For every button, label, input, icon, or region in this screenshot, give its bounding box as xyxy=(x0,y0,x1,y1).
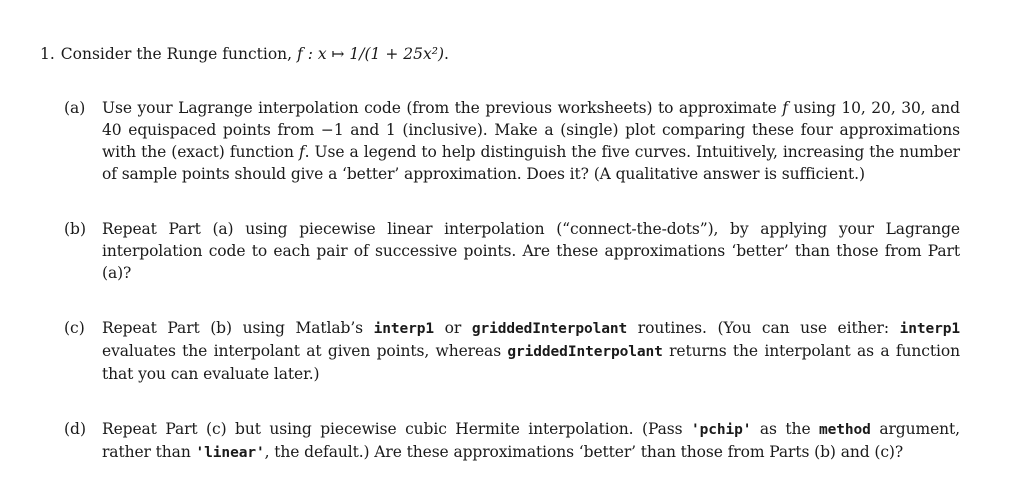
text-segment: . Use a legend to help distinguish the five curves. Intuitively, increasing the number of sample points should give a ‘better’ approximation. Does it? (A qualitative answer is sufficient.) xyxy=(102,143,960,183)
text-segment: using 10, 20, 30, and 40 equispaced points from −1 and 1 (inclusive). Make a (single) plot comparing these four approximations with the (exact) function xyxy=(102,99,960,161)
text-segment: evaluates the interpolant at given points, whereas xyxy=(102,342,508,360)
question-number: 1. xyxy=(40,45,55,63)
text-segment: as the xyxy=(751,420,820,438)
text-segment: Use your Lagrange interpolation code (from the previous worksheets) to approximate xyxy=(102,99,783,117)
part-text xyxy=(102,317,960,385)
runge-formula: f : x ↦ 1/(1 + 25x²) xyxy=(297,45,444,63)
part-text xyxy=(102,218,960,284)
text-segment: Repeat Part (c) but using piecewise cubic Hermite interpolation. (Pass xyxy=(102,420,691,438)
text-segment: argument, rather than xyxy=(102,420,960,461)
problem-1 xyxy=(40,43,960,464)
question-statement xyxy=(61,43,449,65)
text-segment: routines. (You can use either: xyxy=(627,319,900,337)
text-segment: Repeat Part (a) using piecewise linear interpolation (“connect-the-dots”), by applying your Lagrange interpolation code to each pair of successive points. Are these approximations ‘better’ than those from Part (a)? xyxy=(102,220,960,282)
part-text xyxy=(102,418,960,464)
part-label: (b) xyxy=(64,220,87,238)
text-segment: or xyxy=(434,319,472,337)
question-header xyxy=(40,43,960,65)
code-term: 'linear' xyxy=(195,445,265,461)
part-d xyxy=(64,418,960,464)
code-term: interp1 xyxy=(373,321,435,337)
part-a xyxy=(64,97,960,185)
text-segment: returns the interpolant as a function that you can evaluate later.) xyxy=(102,342,960,383)
math-symbol: f xyxy=(782,99,788,117)
code-term: method xyxy=(819,422,871,438)
text-segment: Repeat Part (b) using Matlab’s xyxy=(102,319,374,337)
part-label: (d) xyxy=(64,420,87,438)
code-term: interp1 xyxy=(899,321,961,337)
math-symbol: f xyxy=(299,143,305,161)
part-label: (c) xyxy=(64,319,85,337)
code-term: 'pchip' xyxy=(690,422,752,438)
part-text xyxy=(102,97,960,185)
text-segment: , the default.) Are these approximations ‘better’ than those from Parts (b) and (c)? xyxy=(264,443,904,461)
question-intro: Consider the Runge function, xyxy=(60,45,298,63)
code-term: griddedInterpolant xyxy=(471,321,628,337)
part-b xyxy=(64,218,960,284)
part-label: (a) xyxy=(64,99,86,117)
part-c xyxy=(64,317,960,385)
parts-list xyxy=(64,97,960,464)
code-term: griddedInterpolant xyxy=(507,344,663,360)
question-end: . xyxy=(444,45,449,63)
